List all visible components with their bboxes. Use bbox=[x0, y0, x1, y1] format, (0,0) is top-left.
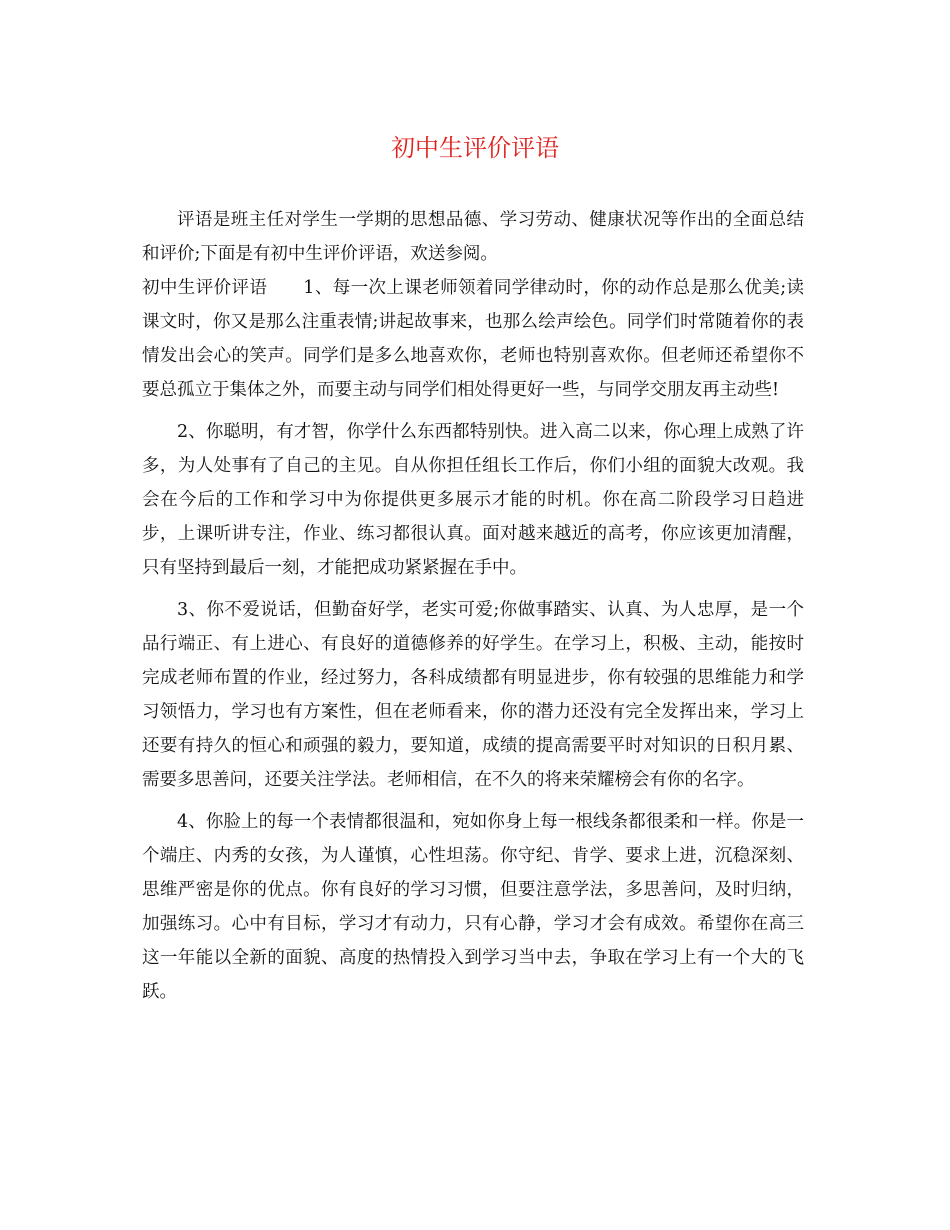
item-2-paragraph: 2、你聪明，有才智，你学什么东西都特别快。进入高二以来，你心理上成熟了许多，为人处事有了自己的主见。自从你担任组长工作后，你们小组的面貌大改观。我会在今后的工作和学习中为你提供更多展示才能的时机。你在高二阶段学习日趋进步，上课听讲专注，作业、练习都很认真。面对越来越近的高考，你应该更加清醒，只有坚持到最后一刻，才能把成功紧紧握在手中。 bbox=[142, 422, 804, 578]
item-1-paragraph bbox=[142, 271, 804, 407]
document-body bbox=[142, 203, 804, 1017]
section-label: 初中生评价评语 bbox=[142, 278, 268, 298]
intro-paragraph: 评语是班主任对学生一学期的思想品德、学习劳动、健康状况等作出的全面总结和评价;下面是有初中生评价评语，欢送参阅。 bbox=[142, 210, 804, 264]
item-3-paragraph: 3、你不爱说话，但勤奋好学，老实可爱;你做事踏实、认真、为人忠厚，是一个品行端正、有上进心、有良好的道德修养的好学生。在学习上，积极、主动，能按时完成老师布置的作业，经过努力，各科成绩都有明显进步，你有较强的思维能力和学习领悟力，学习也有方案性，但在老师看来，你的潜力还没有完全发挥出来，学习上还要有持久的恒心和顽强的毅力，要知道，成绩的提高需要平时对知识的日积月累、需要多思善问，还要关注学法。老师相信，在不久的将来荣耀榜会有你的名字。 bbox=[142, 600, 804, 790]
item-4-paragraph: 4、你脸上的每一个表情都很温和，宛如你身上每一根线条都很柔和一样。你是一个端庄、内秀的女孩，为人谨慎，心性坦荡。你守纪、肯学、要求上进，沉稳深刻、思维严密是你的优点。你有良好的学习习惯，但要注意学法，多思善问，及时归纳，加强练习。心中有目标，学习才有动力，只有心静，学习才会有成效。希望你在高三这一年能以全新的面貌、高度的热情投入到学习当中去，争取在学习上有一个大的飞跃。 bbox=[142, 812, 804, 1002]
item-1-text: 1、每一次上课老师领着同学律动时，你的动作总是那么优美;读课文时，你又是那么注重表情;讲起故事来，也那么绘声绘色。同学们时常随着你的表情发出会心的笑声。同学们是多么地喜欢你，老师也特别喜欢你。但老师还希望你不要总孤立于集体之外，而要主动与同学们相处得更好一些，与同学交朋友再主动些! bbox=[142, 278, 804, 400]
document-title: 初中生评价评语 bbox=[391, 134, 559, 162]
